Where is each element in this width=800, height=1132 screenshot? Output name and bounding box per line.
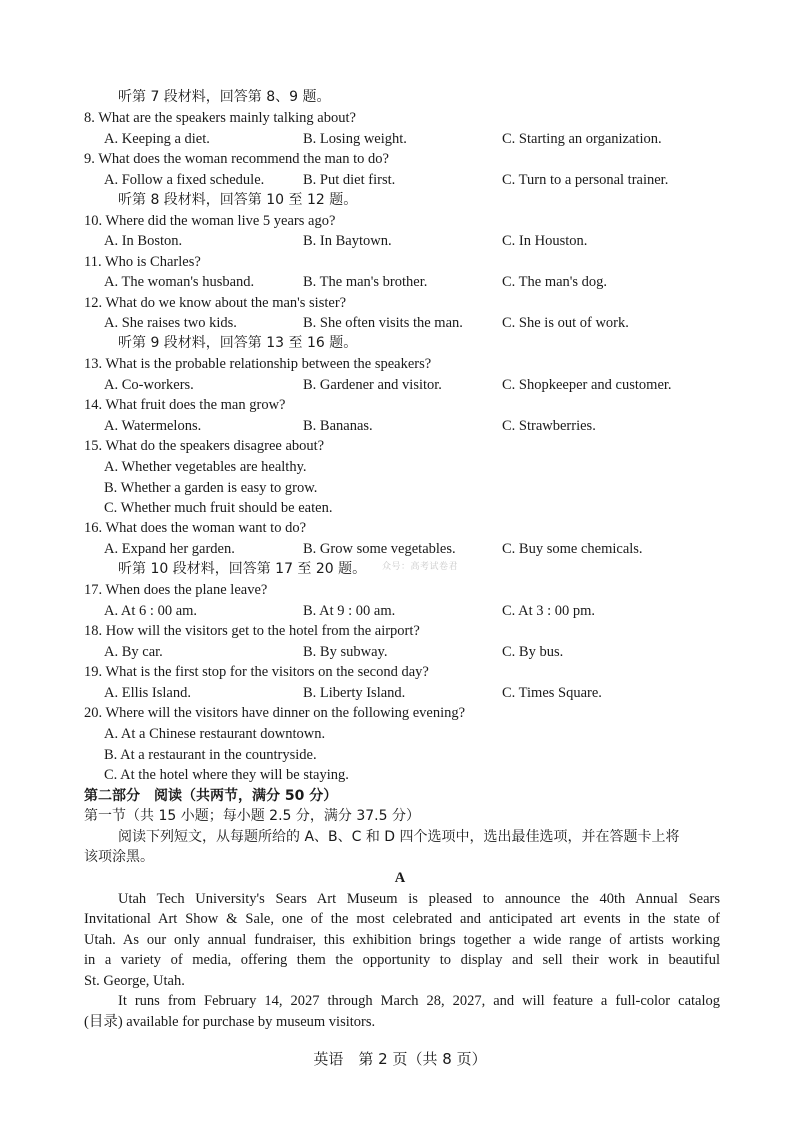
option-c: C. The man's dog.: [502, 274, 608, 290]
question-stem: 15. What do the speakers disagree about?: [84, 438, 325, 454]
passage-label: A: [394, 870, 406, 886]
option-a: A. Expand her garden.: [104, 541, 235, 557]
option-a: A. The woman's husband.: [104, 274, 255, 290]
instructions-line: 该项涂黑。: [84, 849, 154, 865]
option-a: A. She raises two kids.: [104, 315, 237, 331]
part-title: 第二部分 阅读（共两节，满分 50 分）: [84, 788, 338, 804]
option-c: C. Buy some chemicals.: [502, 541, 643, 557]
option-c: C. Turn to a personal trainer.: [502, 172, 669, 188]
option-b: B. Whether a garden is easy to grow.: [104, 480, 318, 496]
option-b: B. Liberty Island.: [303, 685, 406, 701]
section-header: 听第 8 段材料，回答第 10 至 12 题。: [118, 192, 358, 208]
question-stem: 10. Where did the woman live 5 years ago?: [84, 213, 336, 229]
option-c: C. At 3 : 00 pm.: [502, 603, 596, 619]
option-c: C. Strawberries.: [502, 418, 596, 434]
section-header: 听第 9 段材料，回答第 13 至 16 题。: [118, 335, 358, 351]
question-stem: 8. What are the speakers mainly talking about?: [84, 110, 356, 126]
instructions-line: 阅读下列短文，从每题所给的 A、B、C 和 D 四个选项中，选出最佳选项，并在答题卡上将: [118, 829, 680, 845]
option-c: C. Shopkeeper and customer.: [502, 377, 672, 393]
option-b: B. Grow some vegetables.: [303, 541, 456, 557]
option-c: C. Times Square.: [502, 685, 602, 701]
option-b: B. The man's brother.: [303, 274, 428, 290]
subsection-title: 第一节（共 15 小题；每小题 2.5 分，满分 37.5 分）: [84, 808, 420, 824]
option-b: B. At 9 : 00 am.: [303, 603, 396, 619]
option-a: A. At a Chinese restaurant downtown.: [104, 726, 326, 742]
question-stem: 20. Where will the visitors have dinner on the following evening?: [84, 705, 466, 721]
option-b: B. Gardener and visitor.: [303, 377, 442, 393]
option-c: C. Starting an organization.: [502, 131, 662, 147]
option-a: A. Whether vegetables are healthy.: [104, 459, 307, 475]
option-b: B. Bananas.: [303, 418, 373, 434]
option-c: C. By bus.: [502, 644, 564, 660]
passage-line: St. George, Utah.: [84, 973, 185, 989]
option-b: B. Losing weight.: [303, 131, 407, 147]
passage-line: (目录) available for purchase by museum visitors.: [84, 1014, 376, 1030]
section-header: 听第 10 段材料，回答第 17 至 20 题。: [118, 561, 367, 577]
question-stem: 18. How will the visitors get to the hotel from the airport?: [84, 623, 420, 639]
passage-line: Utah. As our only annual fundraiser, this exhibition brings together a wide range of artists working: [84, 932, 720, 948]
option-a: A. By car.: [104, 644, 163, 660]
passage-line: in a variety of media, offering them the opportunity to display and sell their work in beautiful: [84, 952, 720, 968]
option-c: C. At the hotel where they will be staying.: [104, 767, 349, 783]
option-a: A. In Boston.: [104, 233, 183, 249]
option-a: A. Ellis Island.: [104, 685, 191, 701]
question-stem: 17. When does the plane leave?: [84, 582, 268, 598]
question-stem: 16. What does the woman want to do?: [84, 520, 307, 536]
option-b: B. Put diet first.: [303, 172, 396, 188]
page-footer: 英语 第 2 页（共 8 页）: [313, 1050, 487, 1068]
option-a: A. Keeping a diet.: [104, 131, 210, 147]
passage-line: Invitational Art Show & Sale, one of the most celebrated and anticipated art events in the state of: [84, 911, 720, 927]
passage-line: Utah Tech University's Sears Art Museum is pleased to announce the 40th Annual Sears: [118, 891, 720, 907]
question-stem: 13. What is the probable relationship between the speakers?: [84, 356, 432, 372]
option-b: B. At a restaurant in the countryside.: [104, 747, 317, 763]
passage-line: It runs from February 14, 2027 through March 28, 2027, and will feature a full-color catalog: [118, 993, 720, 1009]
option-a: A. Co-workers.: [104, 377, 194, 393]
option-a: A. Follow a fixed schedule.: [104, 172, 265, 188]
option-c: C. In Houston.: [502, 233, 588, 249]
question-stem: 9. What does the woman recommend the man to do?: [84, 151, 389, 167]
option-b: B. She often visits the man.: [303, 315, 463, 331]
question-stem: 11. Who is Charles?: [84, 254, 201, 270]
section-header: 听第 7 段材料，回答第 8、9 题。: [118, 89, 331, 105]
option-b: B. By subway.: [303, 644, 388, 660]
question-stem: 19. What is the first stop for the visitors on the second day?: [84, 664, 429, 680]
option-a: A. At 6 : 00 am.: [104, 603, 198, 619]
option-c: C. Whether much fruit should be eaten.: [104, 500, 333, 516]
watermark-text: 众号：高考试卷君: [382, 562, 459, 572]
question-stem: 14. What fruit does the man grow?: [84, 397, 286, 413]
question-stem: 12. What do we know about the man's sister?: [84, 295, 347, 311]
option-b: B. In Baytown.: [303, 233, 392, 249]
option-a: A. Watermelons.: [104, 418, 202, 434]
option-c: C. She is out of work.: [502, 315, 629, 331]
